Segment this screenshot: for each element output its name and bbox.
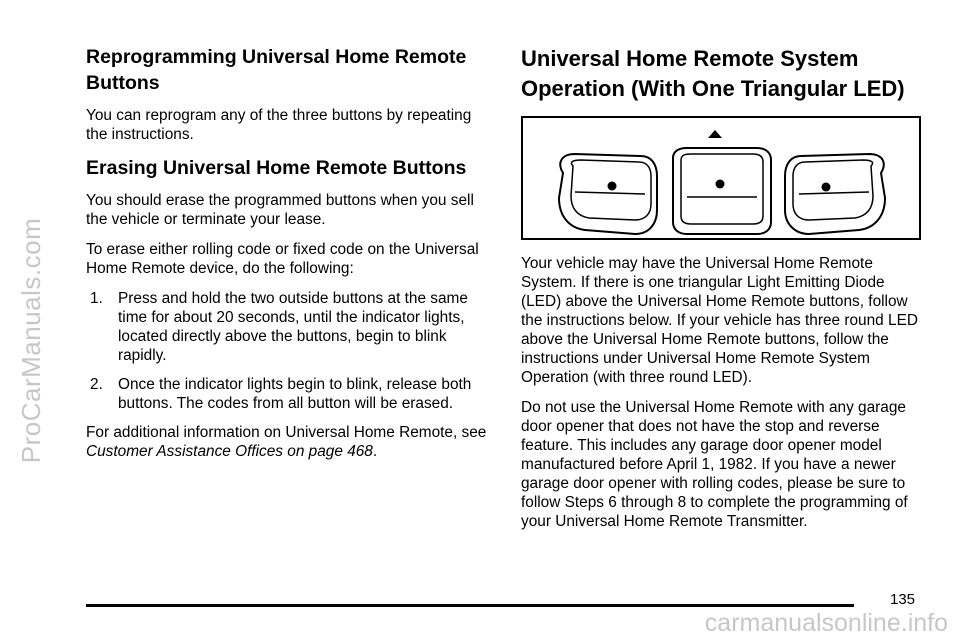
right-button-dot — [822, 183, 831, 192]
page-number: 135 — [890, 591, 916, 608]
step-number: 1. — [90, 290, 103, 307]
triangular-led-icon — [708, 130, 722, 138]
erasing-para-1: You should erase the programmed buttons when you sell the vehicle or terminate your lease. — [86, 192, 474, 228]
step-text: Once the indicator lights begin to blink, release both buttons. The codes from all button will be erased. — [118, 376, 472, 412]
erasing-step — [86, 375, 496, 413]
remote-buttons-illustration — [521, 116, 921, 240]
additional-info-para — [86, 423, 496, 461]
erasing-heading: Erasing Universal Home Remote Buttons — [86, 157, 467, 179]
middle-remote-button — [673, 148, 771, 234]
operation-heading: Universal Home Remote System Operation (With One Triangular LED) — [521, 46, 905, 101]
right-column — [521, 44, 926, 542]
footer-rule — [86, 604, 854, 607]
side-watermark — [10, 60, 54, 620]
step-number: 2. — [90, 376, 103, 393]
left-column — [86, 44, 496, 472]
erasing-steps — [86, 289, 496, 413]
additional-info-suffix: . — [372, 443, 378, 460]
side-watermark-text: ProCarManuals.com — [16, 217, 47, 463]
operation-para-1: Your vehicle may have the Universal Home Remote System. If there is one triangular Light Emitting Diode (LED) above the Universal Home Remote buttons, follow the instructions below. If your vehicle has three round LED above the Universal Home Remote buttons, follow the instructions under Universal Home Remote System Operation (with three round LED). — [521, 255, 918, 386]
left-remote-button — [559, 154, 657, 234]
bottom-watermark: carmanualsonline.info — [704, 609, 948, 637]
remote-buttons-drawing — [523, 118, 923, 242]
right-remote-button — [785, 154, 885, 234]
cross-reference-link[interactable]: Customer Assistance Offices on page 468 — [86, 443, 373, 460]
erasing-para-2: To erase either rolling code or fixed code on the Universal Home Remote device, do the following: — [86, 241, 479, 277]
step-text: Press and hold the two outside buttons at the same time for about 20 seconds, until the indicator lights, located directly above the buttons, begin to blink rapidly. — [118, 290, 468, 364]
left-button-dot — [608, 182, 617, 191]
middle-button-dot — [716, 180, 725, 189]
reprogramming-body: You can reprogram any of the three buttons by repeating the instructions. — [86, 107, 472, 143]
operation-para-2: Do not use the Universal Home Remote with any garage door opener that does not have the stop and reverse feature. This includes any garage door opener model manufactured before April 1, 1982. If you have a newer garage door opener with rolling codes, please be sure to follow Steps 6 through 8 to complete the programming of your Universal Home Remote Transmitter. — [521, 399, 908, 530]
reprogramming-heading: Reprogramming Universal Home Remote Buttons — [86, 46, 467, 94]
additional-info-prefix: For additional information on Universal Home Remote, see — [86, 424, 487, 441]
erasing-step — [86, 289, 496, 365]
